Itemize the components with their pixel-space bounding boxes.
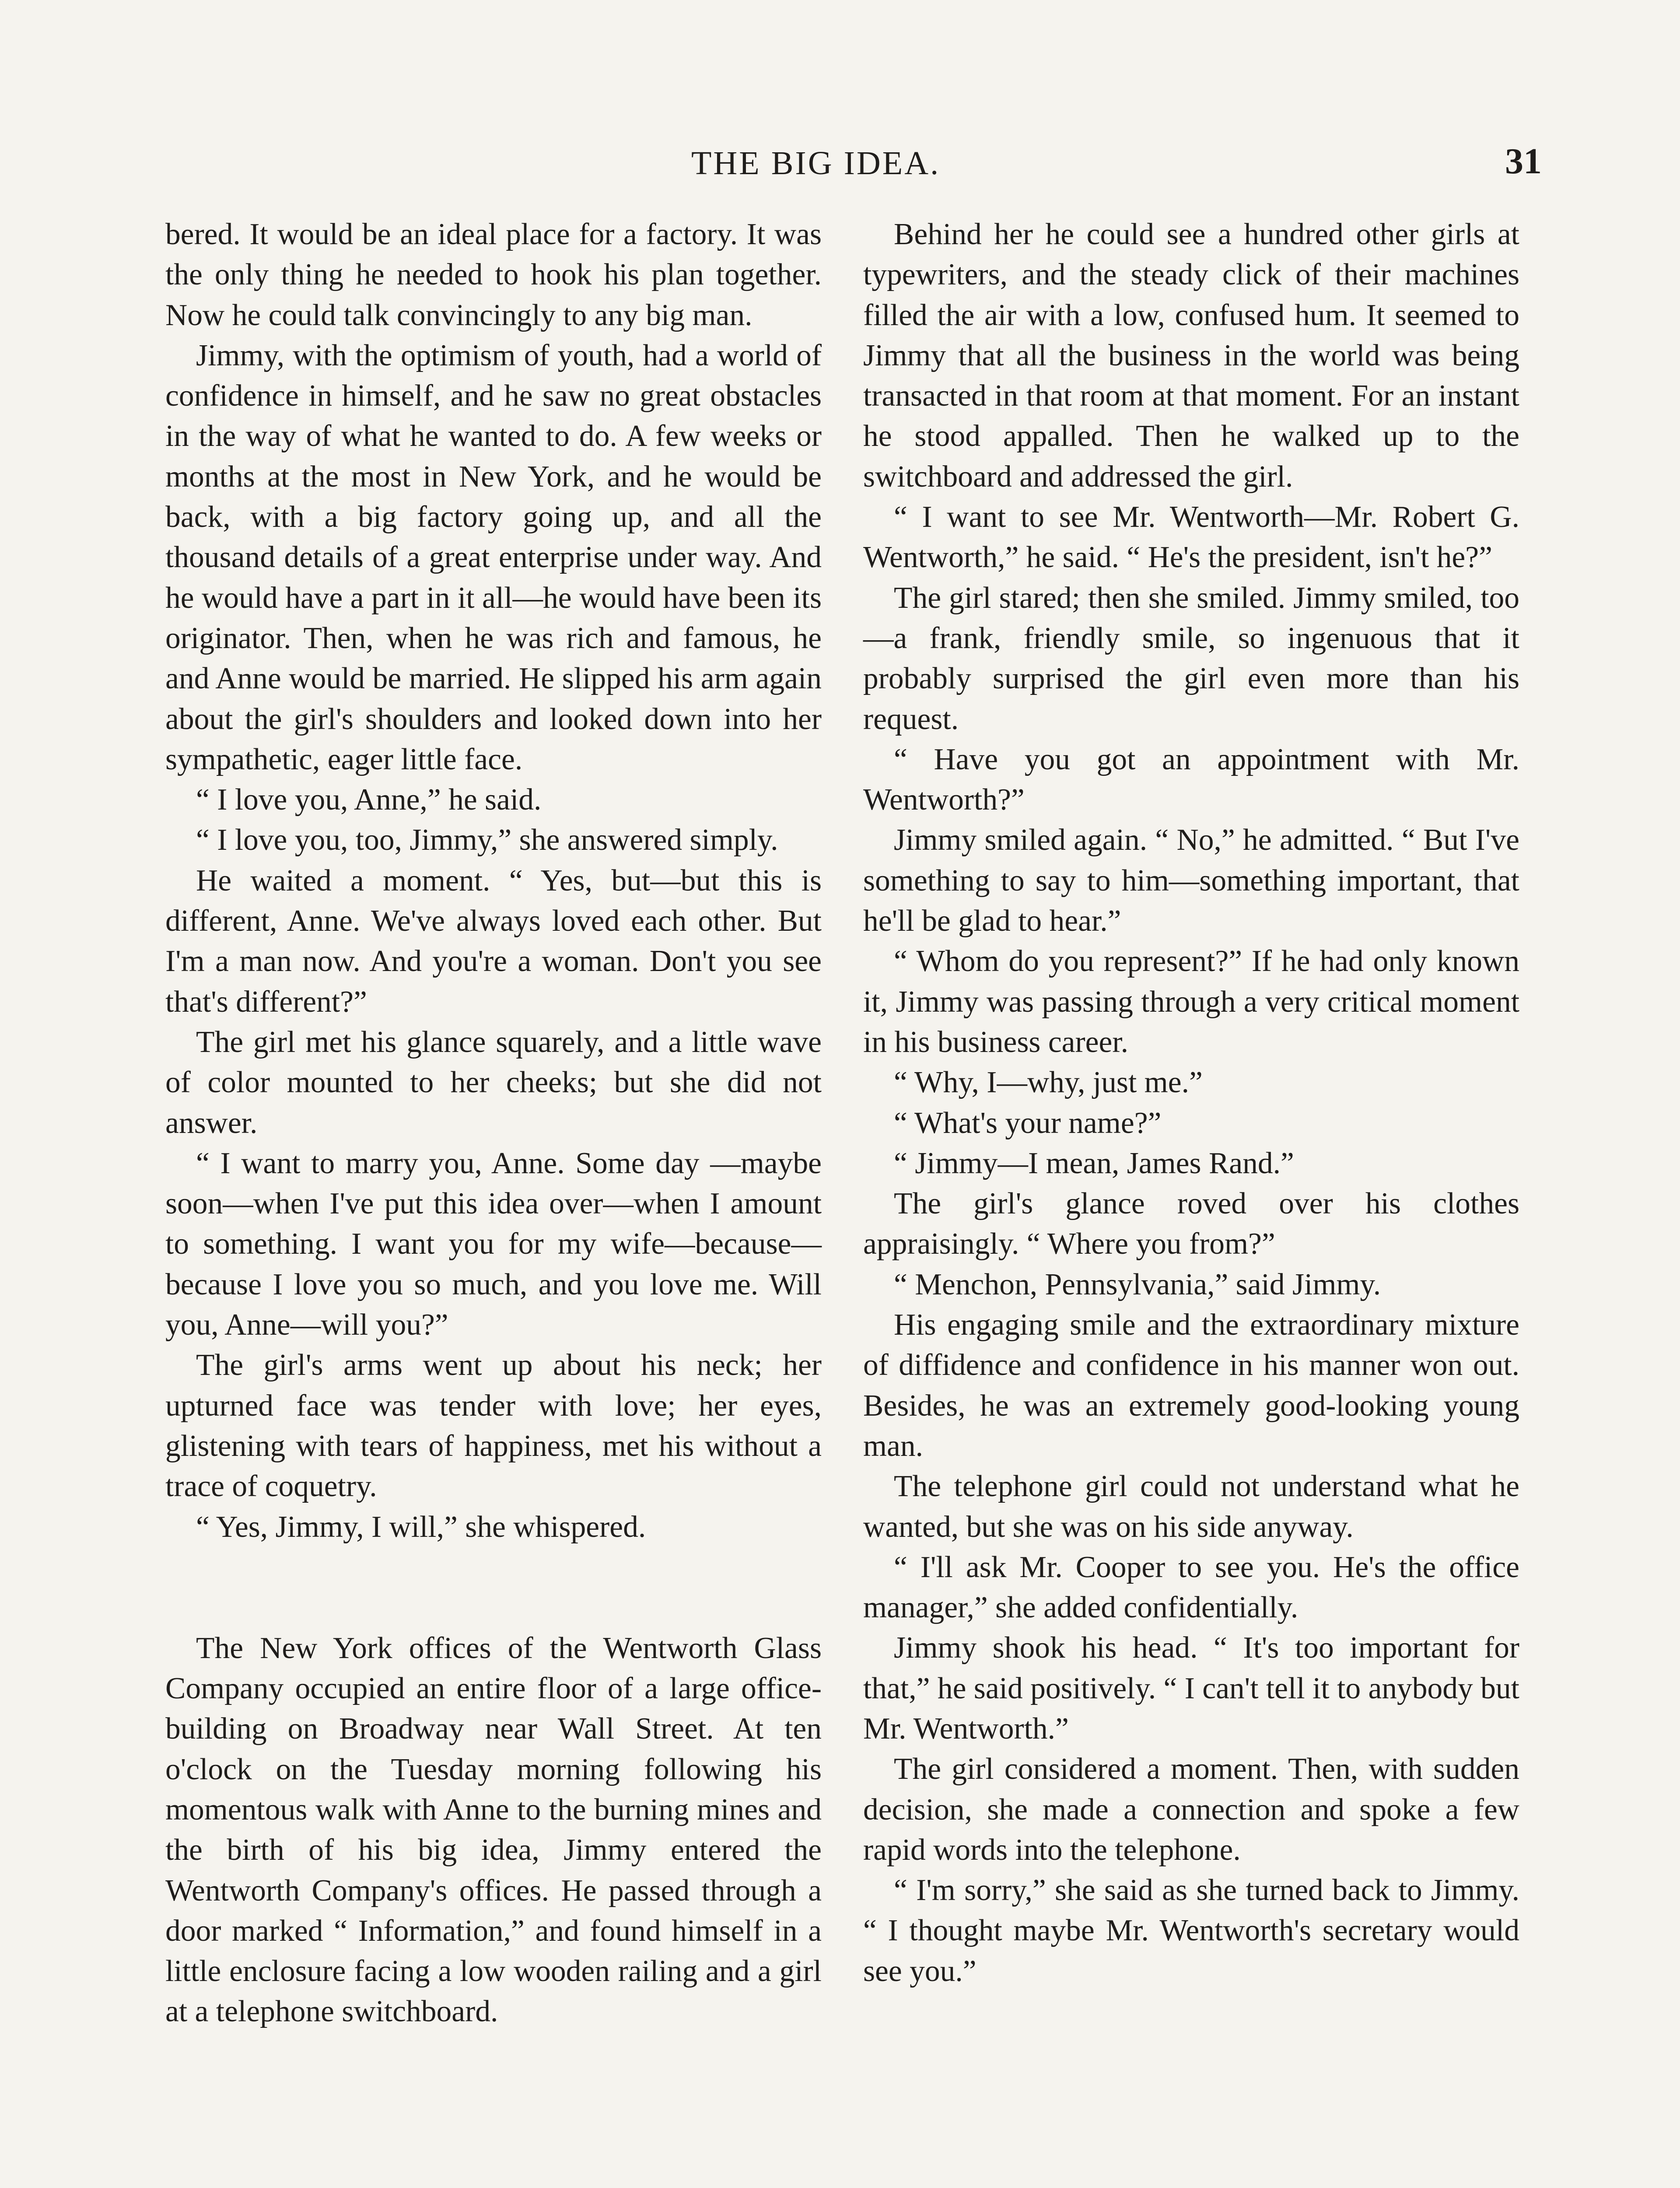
paragraph: “ Yes, Jimmy, I will,” she whispered. bbox=[196, 1510, 646, 1544]
paragraph: The girl considered a moment. Then, with sudden decision, she made a connection and spoke a few rapid words into the telephone. bbox=[863, 1752, 1519, 1867]
paragraph: “ I love you, too, Jimmy,” she answered simply. bbox=[196, 823, 778, 857]
paragraph: The girl stared; then she smiled. Jimmy smiled, too—a frank, friendly smile, so ingenuous that it probably surprised the girl even more than his request. bbox=[863, 581, 1519, 736]
paragraph: Jimmy, with the optimism of youth, had a world of confidence in himself, and he saw no great obstacles in the way of what he wanted to do. A few weeks or months at the most in New York, and he would be back, with a big factory going up, and all the thousand details of a great enterprise under way. And he would have a part in it all—he would have been its originator. Then, when he was rich and famous, he and Anne would be married. He slipped his arm again about the girl's shoulders and looked down into her sympathetic, eager little face. bbox=[165, 338, 822, 776]
left-column bbox=[165, 214, 822, 2032]
paragraph: “ I want to see Mr. Wentworth—Mr. Robert G. Wentworth,” he said. “ He's the president, isn't he?” bbox=[863, 500, 1519, 575]
paragraph: “ Menchon, Pennsylvania,” said Jimmy. bbox=[894, 1267, 1381, 1301]
paragraph: “ I want to marry you, Anne. Some day —maybe soon—when I've put this idea over—when I amount to something. I want you for my wife—because—because I love you so much, and you love me. Will you, Anne—will you?” bbox=[165, 1146, 822, 1342]
paragraph: The girl's arms went up about his neck; her upturned face was tender with love; her eyes, glistening with tears of happiness, met his without a trace of coquetry. bbox=[165, 1348, 822, 1504]
paragraph: “ Whom do you represent?” If he had only known it, Jimmy was passing through a very critical moment in his business career. bbox=[863, 944, 1519, 1059]
paragraph: His engaging smile and the extraordinary mixture of diffidence and confidence in his manner won out. Besides, he was an extremely good-looking young man. bbox=[863, 1308, 1519, 1463]
paragraph: The telephone girl could not understand what he wanted, but she was on his side anyway. bbox=[863, 1469, 1519, 1544]
paragraph: Jimmy shook his head. “ It's too important for that,” he said positively. “ I can't tell it to anybody but Mr. Wentworth.” bbox=[863, 1631, 1519, 1746]
paragraph: “ What's your name?” bbox=[894, 1106, 1162, 1140]
running-title: THE BIG IDEA. bbox=[691, 145, 941, 182]
paragraph: The New York offices of the Wentworth Glass Company occupied an entire floor of a large office-building on Broadway near Wall Street. At ten o'clock on the Tuesday morning following his momentous walk with Anne to the burning mines and the birth of his big idea, Jimmy entered the Wentworth Company's offices. He passed through a door marked “ Information,” and found himself in a little enclosure facing a low wooden railing and a girl at a telephone switchboard. bbox=[165, 1631, 822, 2029]
paragraph: “ Jimmy—I mean, James Rand.” bbox=[894, 1146, 1294, 1180]
section-break bbox=[165, 1547, 822, 1628]
paragraph: He waited a moment. “ Yes, but—but this is different, Anne. We've always loved each other. But I'm a man now. And you're a woman. Don't you see that's different?” bbox=[165, 863, 822, 1019]
paragraph: “ I'm sorry,” she said as she turned back to Jimmy. “ I thought maybe Mr. Wentworth's secretary would see you.” bbox=[863, 1873, 1519, 1988]
paragraph: “ I'll ask Mr. Cooper to see you. He's the office manager,” she added confidentially. bbox=[863, 1550, 1519, 1625]
paragraph: The girl's glance roved over his clothes appraisingly. “ Where you from?” bbox=[863, 1187, 1519, 1261]
paragraph: Jimmy smiled again. “ No,” he admitted. “ But I've something to say to him—something important, that he'll be glad to hear.” bbox=[863, 823, 1519, 938]
paragraph: “ I love you, Anne,” he said. bbox=[196, 783, 542, 817]
page-number: 31 bbox=[1505, 141, 1542, 182]
right-column bbox=[863, 214, 1519, 1992]
paragraph: bered. It would be an ideal place for a factory. It was the only thing he needed to hook his plan together. Now he could talk convincingly to any big man. bbox=[165, 217, 822, 332]
paragraph: Behind her he could see a hundred other girls at typewriters, and the steady click of their machines filled the air with a low, confused hum. It seemed to Jimmy that all the business in the world was being transacted in that room at that moment. For an instant he stood appalled. Then he walked up to the switchboard and addressed the girl. bbox=[863, 217, 1519, 494]
paragraph: “ Have you got an appointment with Mr. Wentworth?” bbox=[863, 742, 1519, 817]
paragraph: “ Why, I—why, just me.” bbox=[894, 1066, 1203, 1100]
paragraph: The girl met his glance squarely, and a little wave of color mounted to her cheeks; but she did not answer. bbox=[165, 1025, 822, 1140]
